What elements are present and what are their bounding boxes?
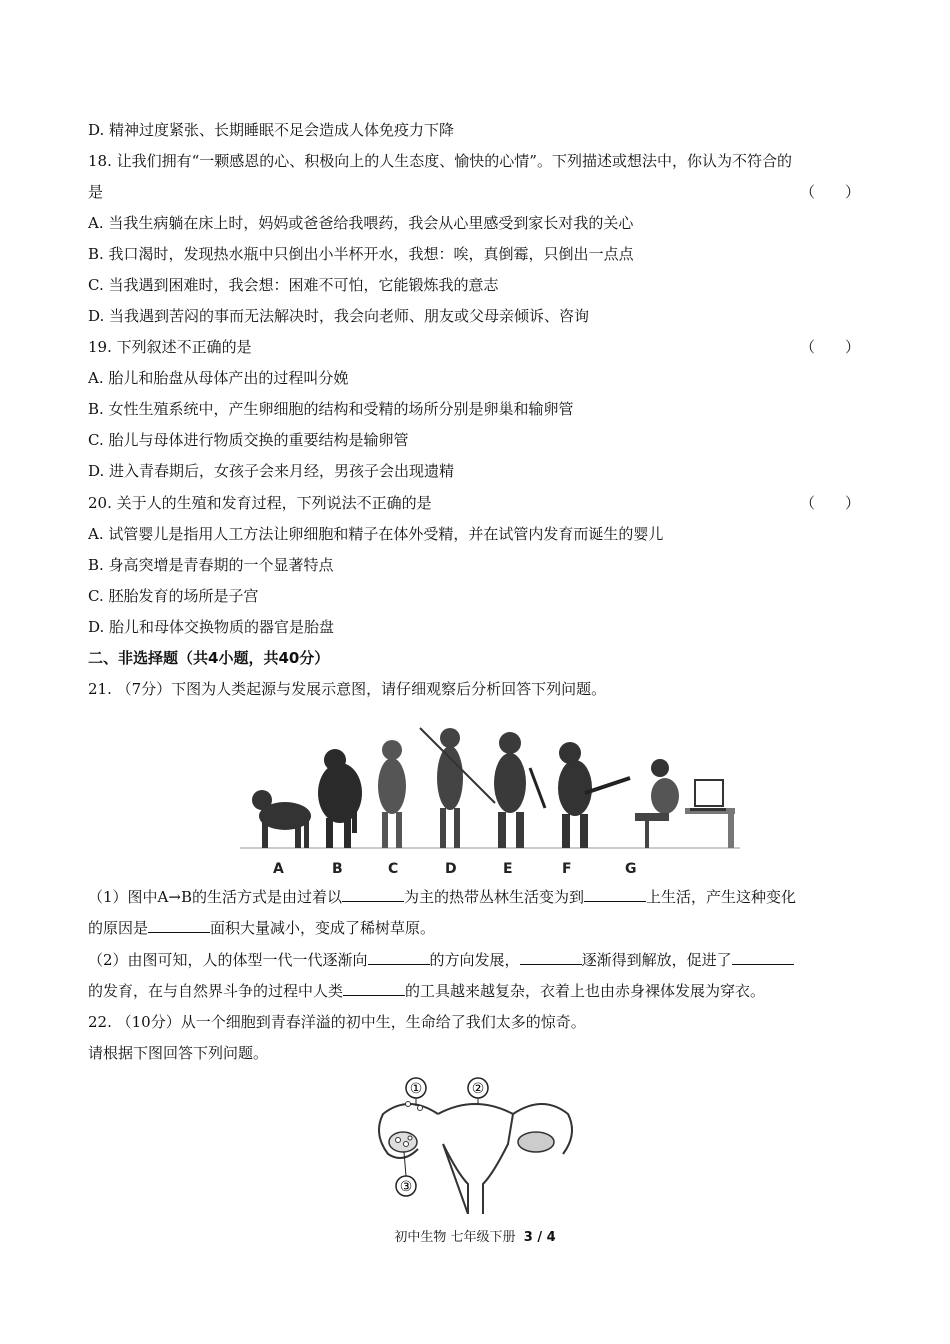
label-e: E — [503, 861, 513, 877]
q18-answer-paren: （ ） — [800, 183, 861, 201]
right-ovary — [518, 1132, 554, 1152]
q21-stem: 21. （7分）下图为人类起源与发展示意图，请仔细观察后分析回答下列问题。 — [88, 680, 607, 698]
label-g: G — [625, 861, 637, 877]
figure-g-computer-user — [635, 759, 735, 848]
q20-option-b: B. 身高突增是青春期的一个显著特点 — [88, 556, 334, 574]
q18-option-d: D. 当我遇到苦闷的事而无法解决时，我会向老师、朋友或父母亲倾诉、咨询 — [88, 307, 590, 325]
q19-option-d: D. 进入青春期后，女孩子会来月经，男孩子会出现遗精 — [88, 462, 455, 480]
figure-d-hominid — [420, 728, 495, 848]
figure-a-ape — [252, 790, 311, 848]
q21-2-text-b: 的方向发展， — [429, 951, 520, 969]
q21-2-text-a: （2）由图可知，人的体型一代一代逐渐向 — [88, 951, 368, 969]
q20-answer-paren: （ ） — [800, 494, 861, 512]
q18-stem-cont: 是 — [88, 183, 104, 201]
footer-course: 初中生物 七年级下册 — [394, 1230, 516, 1245]
label-a: A — [273, 861, 284, 877]
q17-option-d: D. 精神过度紧张、长期睡眠不足会造成人体免疫力下降 — [88, 121, 455, 139]
q19-stem: 19. 下列叙述不正确的是 — [88, 338, 252, 356]
q21-part2-line1 — [88, 950, 794, 970]
label-d: D — [445, 861, 457, 877]
q21-1-blank-2[interactable] — [584, 887, 646, 902]
q21-1-text-d: 的原因是 — [88, 919, 149, 937]
label-b: B — [332, 861, 343, 877]
q18-option-c: C. 当我遇到困难时，我会想：困难不可怕，它能锻炼我的意志 — [88, 276, 499, 294]
q22-stem: 22. （10分）从一个细胞到青春洋溢的初中生，生命给了我们太多的惊奇。 — [88, 1013, 586, 1031]
q20-stem: 20. 关于人的生殖和发育过程，下列说法不正确的是 — [88, 494, 432, 512]
q18-option-b: B. 我口渴时，发现热水瓶中只倒出小半杯开水，我想：唉，真倒霉，只倒出一点点 — [88, 245, 634, 263]
q21-1-text-c: 上生活，产生这种变化 — [646, 888, 797, 906]
q21-2-text-c: 逐渐得到解放，促进了 — [581, 951, 732, 969]
section-2-heading: 二、非选择题（共4小题，共40分） — [88, 649, 330, 667]
q18-stem: 18. 让我们拥有“一颗感恩的心、积极向上的人生态度、愉快的心情”。下列描述或想法中，你认为不符合的 — [88, 152, 792, 170]
label-f: F — [562, 861, 572, 877]
q21-2-blank-4[interactable] — [343, 981, 405, 996]
human-evolution-figure — [240, 708, 740, 880]
q19-option-a: A. 胎儿和胎盘从母体产出的过程叫分娩 — [88, 369, 349, 387]
left-ovary — [389, 1132, 417, 1152]
q19-option-c: C. 胎儿与母体进行物质交换的重要结构是输卵管 — [88, 431, 409, 449]
q21-1-text-e: 面积大量减小，变成了稀树草原。 — [210, 919, 436, 937]
q21-2-blank-2[interactable] — [520, 950, 582, 965]
q21-2-blank-1[interactable] — [368, 950, 430, 965]
q21-part1-line2 — [88, 918, 435, 938]
female-reproductive-figure — [368, 1074, 583, 1214]
q22-stem-cont: 请根据下图回答下列问题。 — [88, 1044, 269, 1062]
q19-option-b: B. 女性生殖系统中，产生卵细胞的结构和受精的场所分别是卵巢和输卵管 — [88, 400, 574, 418]
q20-option-a: A. 试管婴儿是指用人工方法让卵细胞和精子在体外受精，并在试管内发育而诞生的婴儿 — [88, 525, 664, 543]
figure-c-hominid — [378, 740, 406, 848]
q21-part1-line1 — [88, 887, 796, 907]
q20-option-d: D. 胎儿和母体交换物质的器官是胎盘 — [88, 618, 335, 636]
q21-1-text-a: （1）图中A→B的生活方式是由过着以 — [88, 888, 342, 906]
label-2: ② — [471, 1081, 485, 1097]
q21-1-text-b: 为主的热带丛林生活变为到 — [403, 888, 584, 906]
q21-2-text-e: 的工具越来越复杂，衣着上也由赤身裸体发展为穿衣。 — [405, 982, 766, 1000]
q19-answer-paren: （ ） — [800, 338, 861, 356]
label-3: ③ — [399, 1179, 413, 1195]
label-1: ① — [409, 1081, 423, 1097]
page-footer — [0, 1226, 950, 1245]
q21-1-blank-3[interactable] — [148, 918, 210, 933]
q21-2-blank-3[interactable] — [732, 950, 794, 965]
uterus-outline — [438, 1104, 513, 1214]
q21-1-blank-1[interactable] — [342, 887, 404, 902]
q18-option-a: A. 当我生病躺在床上时，妈妈或爸爸给我喂药，我会从心里感受到家长对我的关心 — [88, 214, 634, 232]
figure-b-ape — [318, 749, 362, 848]
q20-option-c: C. 胚胎发育的场所是子宫 — [88, 587, 259, 605]
label-c: C — [388, 861, 399, 877]
footer-page-number: 3 / 4 — [523, 1230, 556, 1245]
q21-part2-line2 — [88, 981, 765, 1001]
q21-2-text-d: 的发育，在与自然界斗争的过程中人类 — [88, 982, 344, 1000]
figure-e-early-human — [494, 732, 545, 848]
figure-f-modern-human — [558, 742, 630, 848]
